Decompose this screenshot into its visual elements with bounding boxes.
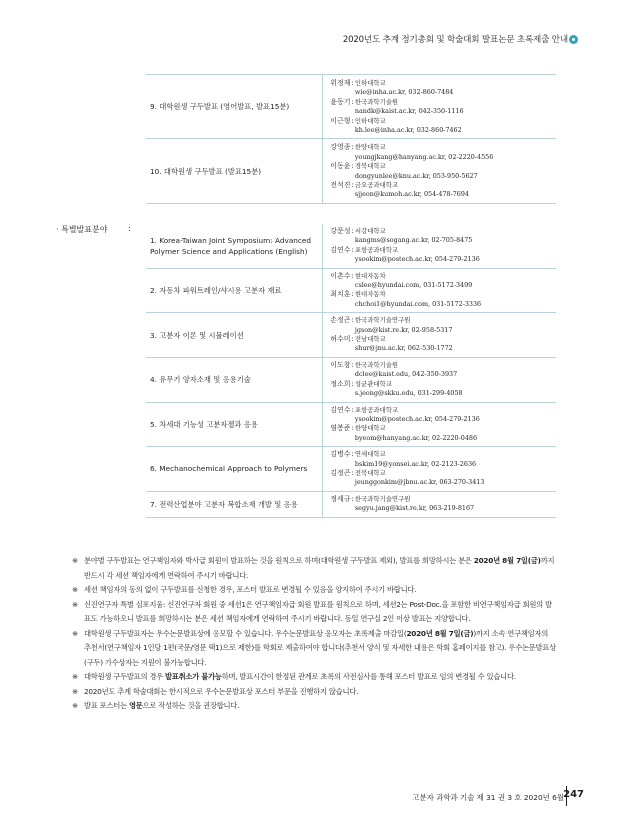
organizer-entry bbox=[323, 272, 557, 291]
organizer-affiliation: 현대자동차 bbox=[354, 271, 386, 280]
organizer-entry bbox=[323, 316, 557, 335]
organizer-entry bbox=[323, 162, 557, 181]
session-row bbox=[146, 402, 556, 447]
organizer-entry bbox=[323, 361, 557, 380]
note-text: 대학원생 구두발표의 경우 bbox=[84, 672, 165, 681]
session-name: 9. 대학원생 구두발표 (영어발표, 발표15분) bbox=[146, 75, 322, 139]
session-organizers bbox=[322, 447, 556, 492]
organizer-separator: : bbox=[351, 143, 354, 152]
note-emphasis: 2020년 8월 7일(금) bbox=[473, 556, 541, 565]
organizer-info bbox=[355, 495, 474, 514]
organizer-separator: : bbox=[351, 181, 354, 190]
organizer-contact: jeunggonkim@jbnu.ac.kr, 063-270-3413 bbox=[354, 478, 485, 487]
organizer-contact: wie@inha.ac.kr, 032-860-7484 bbox=[354, 88, 454, 97]
note-mark: ※ bbox=[72, 628, 78, 638]
note-item bbox=[72, 685, 556, 700]
session-organizers bbox=[322, 268, 556, 313]
session-organizers bbox=[322, 75, 556, 139]
session-organizers bbox=[322, 139, 556, 203]
note-mark: ※ bbox=[72, 599, 78, 609]
organizer-contact: ysookim@postech.ac.kr, 054-279-2136 bbox=[354, 255, 480, 264]
organizer-separator: : bbox=[351, 494, 354, 503]
organizer-entry bbox=[323, 143, 557, 162]
organizer-name: 최치훈 bbox=[330, 290, 351, 299]
organizer-name: 강영종 bbox=[330, 143, 351, 152]
organizer-entry bbox=[323, 290, 557, 309]
note-text: 으로 작성하는 것을 권장합니다. bbox=[142, 701, 240, 710]
note-mark: ※ bbox=[72, 701, 78, 710]
organizer-entry bbox=[323, 181, 557, 200]
organizer-name: 김연수 bbox=[330, 405, 351, 414]
note-text: 대학원생 구두발표자는 우수논문발표상에 응모할 수 있습니다. 우수논문발표상 응모자는 초록제출 마감일( bbox=[84, 628, 407, 638]
organizer-affiliation: 한양대학교 bbox=[354, 424, 386, 433]
organizer-separator: : bbox=[351, 316, 354, 325]
session-row bbox=[146, 268, 556, 313]
organizer-name: 정세규 bbox=[330, 494, 351, 503]
organizer-separator: : bbox=[351, 450, 354, 459]
organizer-separator: : bbox=[351, 227, 354, 235]
organizer-entry bbox=[323, 450, 557, 469]
session-name: 7. 전력산업분야 고분자 복합소재 개발 및 응용 bbox=[146, 491, 322, 517]
organizer-affiliation: 연세대학교 bbox=[354, 450, 386, 459]
organizer-contact: cslee@hyundai.com, 031-5172-3499 bbox=[354, 281, 473, 290]
session-name: 2. 자동차 파워트레인/샤시용 고분자 재료 bbox=[146, 268, 322, 313]
special-category-colon: : bbox=[128, 224, 131, 233]
note-text: 신진연구자 특별 심포지움: 신진연구자 회원 중 세션1은 연구책임자급 회원 발표를 원칙으로 하며, 세션2는 Post-Doc.을 포함한 비연구책임자급 회원의 발표도 가능하오니 발표를 희망하시는 분은 세션 책임자에게 연락하여 주시기 바랍니다. 동일 연구실 2인 이상 발표는 지양합니다. bbox=[84, 599, 552, 623]
note-mark: ※ bbox=[72, 686, 78, 696]
organizer-separator: : bbox=[351, 97, 354, 106]
organizer-affiliation: 금오공과대학교 bbox=[354, 181, 399, 190]
organizer-contact: bskim19@yonsei.ac.kr, 02-2123-2636 bbox=[354, 459, 477, 468]
special-session-table bbox=[146, 224, 556, 518]
session-row bbox=[146, 313, 556, 358]
organizer-info bbox=[355, 79, 454, 98]
organizer-entry bbox=[323, 406, 557, 425]
note-emphasis: 영문 bbox=[128, 701, 143, 710]
special-category-label: · 특별발표분야 bbox=[56, 225, 108, 234]
note-mark: ※ bbox=[72, 585, 78, 594]
organizer-name: 허수미 bbox=[330, 335, 351, 344]
organizer-contact: youngjkang@hanyang.ac.kr, 02-2220-4556 bbox=[354, 152, 494, 161]
note-text: 발표 포스터는 bbox=[84, 701, 129, 710]
organizer-separator: : bbox=[351, 245, 354, 254]
organizer-info bbox=[355, 272, 472, 291]
organizer-name: 김연수 bbox=[330, 245, 351, 254]
organizer-info bbox=[355, 98, 464, 117]
notes-section bbox=[72, 554, 556, 714]
organizer-info bbox=[355, 450, 476, 469]
organizer-name: 정소희 bbox=[330, 379, 351, 388]
footer-journal-info: 고분자 과학과 기술 제 31 권 3 호 2020년 6월 bbox=[412, 793, 564, 802]
note-item bbox=[72, 598, 556, 627]
note-mark: ※ bbox=[72, 672, 78, 681]
note-item bbox=[72, 554, 556, 583]
organizer-contact: s.jeong@skku.edu, 031-299-4058 bbox=[354, 389, 463, 398]
organizer-contact: dongyunlee@knu.ac.kr, 053-950-5627 bbox=[354, 171, 478, 180]
organizer-info bbox=[355, 380, 463, 399]
organizer-info bbox=[355, 162, 478, 181]
header-bullet-icon bbox=[569, 35, 578, 44]
note-text: 2020년도 추계 학술대회는 한시적으로 우수논문발표상 포스터 부문을 진행하지 않습니다. bbox=[84, 686, 359, 696]
graduate-session-table bbox=[146, 74, 556, 204]
organizer-name: 위정재 bbox=[330, 79, 351, 87]
organizer-affiliation: 전남대학교 bbox=[354, 335, 386, 344]
organizer-affiliation: 인하대학교 bbox=[354, 116, 386, 125]
organizer-entry bbox=[323, 79, 557, 98]
note-text: 까지 반드시 각 세션 책임자에게 연락하여 주시기 바랍니다. bbox=[84, 556, 555, 580]
session-row bbox=[146, 447, 556, 492]
organizer-separator: : bbox=[351, 162, 354, 171]
organizer-name: 전석진 bbox=[330, 181, 351, 190]
organizer-name: 손정곤 bbox=[330, 316, 351, 325]
organizer-name: 염봉준 bbox=[330, 424, 351, 433]
organizer-entry bbox=[323, 469, 557, 488]
session-organizers bbox=[322, 357, 556, 402]
organizer-affiliation: 한국과학기술원 bbox=[354, 360, 399, 369]
organizer-name: 김병수 bbox=[330, 450, 351, 459]
organizer-contact: chchoi1@hyundai.com, 031-5172-3336 bbox=[354, 299, 482, 308]
organizer-name: 윤동기 bbox=[330, 97, 351, 106]
organizer-separator: : bbox=[351, 335, 354, 344]
organizer-name: 강문성 bbox=[330, 227, 351, 235]
session-name: 6. Mechanochemical Approach to Polymers bbox=[146, 447, 322, 492]
organizer-contact: kh.lee@inha.ac.kr, 032-860-7462 bbox=[354, 126, 462, 135]
organizer-entry bbox=[323, 380, 557, 399]
organizer-affiliation: 한국과학기술연구원 bbox=[354, 316, 411, 325]
note-item bbox=[72, 699, 556, 714]
session-row bbox=[146, 139, 556, 203]
organizer-info bbox=[355, 316, 453, 335]
session-organizers bbox=[322, 491, 556, 517]
note-text: 하며, 발표시간이 한정된 관계로 초록의 사전심사를 통해 포스터 발표로 임의 변경될 수 있습니다. bbox=[221, 672, 516, 681]
session-organizers bbox=[322, 224, 556, 268]
organizer-separator: : bbox=[351, 405, 354, 414]
organizer-affiliation: 성균관대학교 bbox=[354, 379, 392, 388]
session-name: 10. 대학원생 구두발표 (발표15분) bbox=[146, 139, 322, 203]
organizer-affiliation: 현대자동차 bbox=[354, 290, 386, 299]
organizer-separator: : bbox=[351, 468, 354, 477]
organizer-name: 김정곤 bbox=[330, 468, 351, 477]
page-header-title: 2020년도 추계 정기총회 및 학술대회 발표논문 초록제출 안내 bbox=[342, 35, 568, 45]
session-name: 5. 차세대 기능성 고분자젤과 응용 bbox=[146, 402, 322, 447]
note-item bbox=[72, 670, 556, 685]
organizer-affiliation: 인하대학교 bbox=[354, 79, 386, 87]
session-name: 3. 고분자 이론 및 시뮬레이션 bbox=[146, 313, 322, 358]
organizer-separator: : bbox=[351, 116, 354, 125]
organizer-entry bbox=[323, 424, 557, 443]
organizer-contact: jgson@kist.re.kr, 02-958-5317 bbox=[354, 325, 453, 334]
organizer-contact: ysookim@postech.ac.kr, 054-279-2136 bbox=[354, 414, 480, 423]
organizer-affiliation: 경북대학교 bbox=[354, 162, 386, 171]
organizer-info bbox=[355, 469, 485, 488]
session-row bbox=[146, 224, 556, 268]
note-mark: ※ bbox=[72, 556, 78, 565]
session-name: 4. 유무기 양자소재 및 응용기술 bbox=[146, 357, 322, 402]
organizer-info bbox=[355, 335, 453, 354]
note-item bbox=[72, 627, 556, 671]
note-emphasis: 2020년 8월 7일(금) bbox=[406, 628, 474, 638]
organizer-info bbox=[355, 361, 457, 380]
session-row bbox=[146, 75, 556, 139]
organizer-entry bbox=[323, 98, 557, 117]
organizer-separator: : bbox=[351, 79, 354, 87]
organizer-info bbox=[355, 143, 493, 162]
organizer-affiliation: 한국과학기술원 bbox=[354, 97, 399, 106]
organizer-separator: : bbox=[351, 360, 354, 369]
session-organizers bbox=[322, 402, 556, 447]
note-text: 분야별 구두발표는 연구책임자와 박사급 회원이 발표하는 것을 원칙으로 하며(대학원생 구두발표 제외), 발표를 희망하시는 분은 bbox=[84, 556, 474, 565]
session-name: 1. Korea-Taiwan Joint Symposium: Advanced Polymer Science and Applications (English) bbox=[146, 224, 322, 268]
organizer-name: 이도창 bbox=[330, 360, 351, 369]
organizer-contact: dclee@kaist.edu, 042-350-3937 bbox=[354, 370, 458, 379]
organizer-contact: kangms@sogang.ac.kr, 02-705-8475 bbox=[354, 236, 473, 245]
organizer-contact: nandk@kaist.ac.kr, 042-350-1116 bbox=[354, 107, 464, 116]
session-row bbox=[146, 491, 556, 517]
organizer-affiliation: 포항공과대학교 bbox=[354, 405, 399, 414]
organizer-affiliation: 한국과학기술연구원 bbox=[354, 494, 411, 503]
organizer-info bbox=[355, 424, 477, 443]
organizer-name: 이근형 bbox=[330, 116, 351, 125]
organizer-affiliation: 서강대학교 bbox=[354, 227, 386, 235]
organizer-entry bbox=[323, 117, 557, 136]
organizer-affiliation: 전북대학교 bbox=[354, 468, 386, 477]
organizer-separator: : bbox=[351, 290, 354, 299]
organizer-info bbox=[355, 246, 480, 265]
organizer-info bbox=[355, 227, 473, 246]
organizer-entry bbox=[323, 246, 557, 265]
organizer-contact: sjjeon@kumoh.ac.kr, 054-478-7694 bbox=[354, 190, 469, 199]
organizer-name: 이동윤 bbox=[330, 162, 351, 171]
note-item bbox=[72, 583, 556, 598]
organizer-affiliation: 포항공과대학교 bbox=[354, 245, 399, 254]
organizer-info bbox=[355, 117, 462, 136]
organizer-info bbox=[355, 406, 480, 425]
organizer-separator: : bbox=[351, 379, 354, 388]
organizer-separator: : bbox=[351, 424, 354, 433]
page-number: 247 bbox=[563, 789, 584, 800]
organizer-entry bbox=[323, 227, 557, 246]
session-organizers bbox=[322, 313, 556, 358]
note-text: )까지 소속 연구책임자의 추천서(연구책임자 1인당 1편(국문/영문 택1)으로 제한)를 학회로 제출하여야 합니다(추천서 양식 및 자세한 내용은 학회 홈페이지를 참고). 우수논문발표상(구두) 가수상자는 지원이 불가능합니다. bbox=[84, 628, 557, 667]
note-emphasis: 발표취소가 불가능 bbox=[165, 672, 222, 681]
organizer-entry bbox=[323, 335, 557, 354]
organizer-affiliation: 한양대학교 bbox=[354, 143, 386, 152]
organizer-separator: : bbox=[351, 271, 354, 280]
session-row bbox=[146, 357, 556, 402]
organizer-info bbox=[355, 290, 481, 309]
organizer-contact: byeom@hanyang.ac.kr, 02-2220-0486 bbox=[354, 433, 478, 442]
organizer-name: 이촌수 bbox=[330, 271, 351, 280]
organizer-contact: segyu.jang@kist.re.kr, 063-219-8167 bbox=[354, 504, 475, 513]
organizer-info bbox=[355, 181, 469, 200]
note-text: 세션 책임자의 동의 없이 구두발표를 신청한 경우, 포스터 발표로 변경될 수 있음을 양지하여 주시기 바랍니다. bbox=[84, 585, 417, 594]
organizer-contact: shur@jnu.ac.kr, 062-530-1772 bbox=[354, 344, 453, 353]
organizer-entry bbox=[323, 495, 557, 514]
